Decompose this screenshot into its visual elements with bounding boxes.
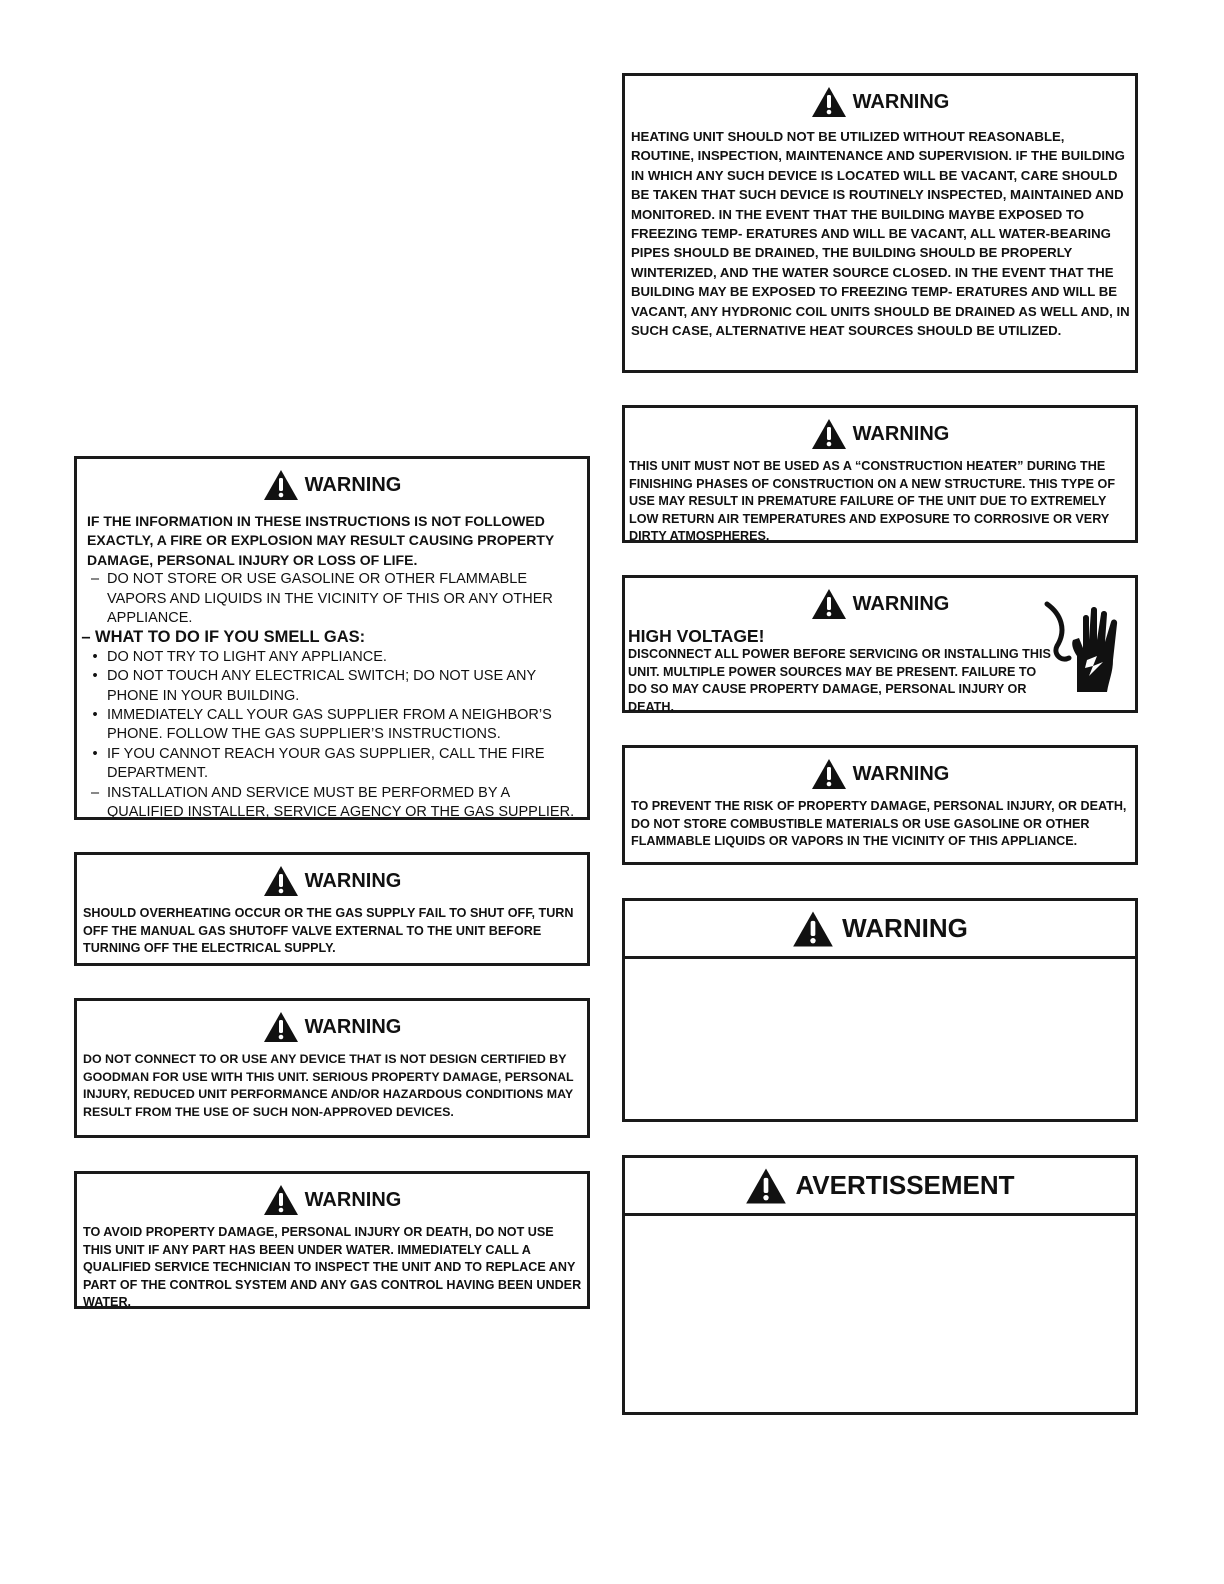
avertissement-title: AVERTISSEMENT bbox=[795, 1170, 1015, 1200]
warning-title: WARNING bbox=[304, 1189, 402, 1211]
warning-header bbox=[77, 1011, 587, 1043]
warning-box-combustible bbox=[622, 745, 1138, 865]
warning-triangle-icon bbox=[811, 418, 847, 450]
warning-triangle-icon bbox=[263, 469, 299, 501]
warning-box-gas bbox=[74, 456, 590, 820]
warning-triangle-icon bbox=[792, 910, 834, 948]
warning-title: WARNING bbox=[852, 423, 950, 445]
warning-intro: IF THE INFORMATION IN THESE INSTRUCTIONS IS NOT FOLLOWED EXACTLY, A FIRE OR EXPLOSION MAY RESULT CAUSING PROPERTY DAMAGE, PERSONAL INJURY OR LOSS OF LIFE. bbox=[87, 513, 555, 568]
list-item-heading: – WHAT TO DO IF YOU SMELL GAS: bbox=[81, 628, 366, 647]
warning-title: WARNING bbox=[304, 870, 402, 892]
warning-text: THIS UNIT MUST NOT BE USED AS A “CONSTRUCTION HEATER” DURING THE FINISHING PHASES OF CONSTRUCTION ON A NEW STRUCTURE. THIS TYPE OF USE MAY RESULT IN PREMATURE FAILURE OF THE UNIT DUE TO EXTREMELY LOW RETURN AIR TEMPERATURES AND EXPOSURE TO CORROSIVE OR VERY DIRTY ATMOSPHERES. bbox=[629, 459, 1116, 543]
warning-text: DO NOT CONNECT TO OR USE ANY DEVICE THAT IS NOT DESIGN CERTIFIED BY GOODMAN FOR USE WITH THIS UNIT. SERIOUS PROPERTY DAMAGE, PERSONAL INJURY, REDUCED UNIT PERFORMANCE AND/OR HAZARDOUS CONDITIONS MAY RESULT FROM THE USE OF SUCH NON-APPROVED DEVICES. bbox=[83, 1052, 574, 1119]
warning-triangle-icon bbox=[745, 1167, 787, 1205]
warning-header bbox=[625, 758, 1135, 790]
warning-title: WARNING bbox=[852, 91, 950, 113]
warning-box-water bbox=[74, 1171, 590, 1309]
warning-text: TO PREVENT THE RISK OF PROPERTY DAMAGE, PERSONAL INJURY, OR DEATH, DO NOT STORE COMBUSTIBLE MATERIALS OR USE GASOLINE OR OTHER FLAMMABLE LIQUIDS OR VAPORS IN THE VICINITY OF THIS APPLIANCE. bbox=[631, 799, 1127, 848]
high-voltage-heading: HIGH VOLTAGE! bbox=[628, 626, 765, 646]
list-item: – DO NOT STORE OR USE GASOLINE OR OTHER FLAMMABLE VAPORS AND LIQUIDS IN THE VICINITY OF THIS OR ANY OTHER APPLIANCE. bbox=[90, 571, 553, 627]
warning-title: WARNING bbox=[852, 763, 950, 785]
warning-header bbox=[77, 865, 587, 897]
gas-instructions-list bbox=[83, 570, 579, 822]
warning-box-construction bbox=[622, 405, 1138, 543]
warning-text: TO AVOID PROPERTY DAMAGE, PERSONAL INJURY OR DEATH, DO NOT USE THIS UNIT IF ANY PART HAS BEEN UNDER WATER. IMMEDIATELY CALL A QUALIFIED SERVICE TECHNICIAN TO INSPECT THE UNIT AND TO REPLACE ANY PART OF THE CONTROL SYSTEM AND ANY GAS CONTROL HAVING BEEN UNDER WATER. bbox=[83, 1225, 582, 1309]
warning-banner bbox=[625, 901, 1135, 959]
warning-title: WARNING bbox=[852, 593, 950, 615]
list-item: • DO NOT TOUCH ANY ELECTRICAL SWITCH; DO NOT USE ANY PHONE IN YOUR BUILDING. bbox=[92, 668, 536, 704]
warning-triangle-icon bbox=[811, 758, 847, 790]
warning-text: DISCONNECT ALL POWER BEFORE SERVICING OR INSTALLING THIS UNIT. MULTIPLE POWER SOURCES MAY BE PRESENT. FAILURE TO DO SO MAY CAUSE PROPERTY DAMAGE, PERSONAL INJURY OR DEATH. bbox=[628, 647, 1051, 714]
warning-title: WARNING bbox=[842, 913, 968, 943]
avertissement-box bbox=[622, 1155, 1138, 1415]
avertissement-banner bbox=[625, 1158, 1135, 1216]
warning-triangle-icon bbox=[811, 588, 847, 620]
warning-box-heating bbox=[622, 73, 1138, 373]
warning-header bbox=[625, 418, 1135, 450]
warning-title: WARNING bbox=[304, 474, 402, 496]
warning-box-overheat bbox=[74, 852, 590, 966]
warning-box-device bbox=[74, 998, 590, 1138]
warning-title: WARNING bbox=[304, 1016, 402, 1038]
list-item: – INSTALLATION AND SERVICE MUST BE PERFORMED BY A QUALIFIED INSTALLER, SERVICE AGENCY OR THE GAS SUPPLIER. bbox=[90, 784, 575, 821]
list-item: • IF YOU CANNOT REACH YOUR GAS SUPPLIER, CALL THE FIRE DEPARTMENT. bbox=[92, 745, 545, 782]
warning-box-high-voltage bbox=[622, 575, 1138, 713]
warning-triangle-icon bbox=[263, 1184, 299, 1216]
warning-header bbox=[77, 1184, 587, 1216]
warning-header bbox=[77, 469, 587, 501]
warning-text: SHOULD OVERHEATING OCCUR OR THE GAS SUPPLY FAIL TO SHUT OFF, TURN OFF THE MANUAL GAS SHUTOFF VALVE EXTERNAL TO THE UNIT BEFORE TURNING OFF THE ELECTRICAL SUPPLY. bbox=[83, 906, 574, 955]
warning-header bbox=[625, 86, 1135, 118]
list-item: • IMMEDIATELY CALL YOUR GAS SUPPLIER FROM A NEIGHBOR’S PHONE. FOLLOW THE GAS SUPPLIER’S INSTRUCTIONS. bbox=[92, 707, 552, 743]
electric-shock-hand-icon bbox=[1043, 600, 1127, 698]
warning-triangle-icon bbox=[263, 1011, 299, 1043]
warning-triangle-icon bbox=[811, 86, 847, 118]
list-item: • DO NOT TRY TO LIGHT ANY APPLIANCE. bbox=[92, 648, 387, 665]
warning-box-blank bbox=[622, 898, 1138, 1122]
warning-triangle-icon bbox=[263, 865, 299, 897]
warning-text: HEATING UNIT SHOULD NOT BE UTILIZED WITHOUT REASONABLE, ROUTINE, INSPECTION, MAINTENANCE AND SUPERVISION. IF THE BUILDING IN WHICH ANY SUCH DEVICE IS LOCATED WILL BE VACANT, CARE SHOULD BE TAKEN THAT SUCH DEVICE IS ROUTINELY INSPECTED, MAINTAINED AND MONITORED. IN THE EVENT THAT THE BUILDING MAYBE EXPOSED TO FREEZING TEMP- ERATURES AND WILL BE VACANT, ALL WATER-BEARING PIPES SHOULD BE DRAINED, THE BUILDING SHOULD BE PROPERLY WINTERIZED, AND THE WATER SOURCE CLOSED. IN THE EVENT THAT THE BUILDING MAY BE EXPOSED TO FREEZING TEMP- ERATURES AND WILL BE VACANT, ANY HYDRONIC COIL UNITS SHOULD BE DRAINED AS WELL AND, IN SUCH CASE, ALTERNATIVE HEAT SOURCES SHOULD BE UTILIZED. bbox=[631, 129, 1130, 339]
